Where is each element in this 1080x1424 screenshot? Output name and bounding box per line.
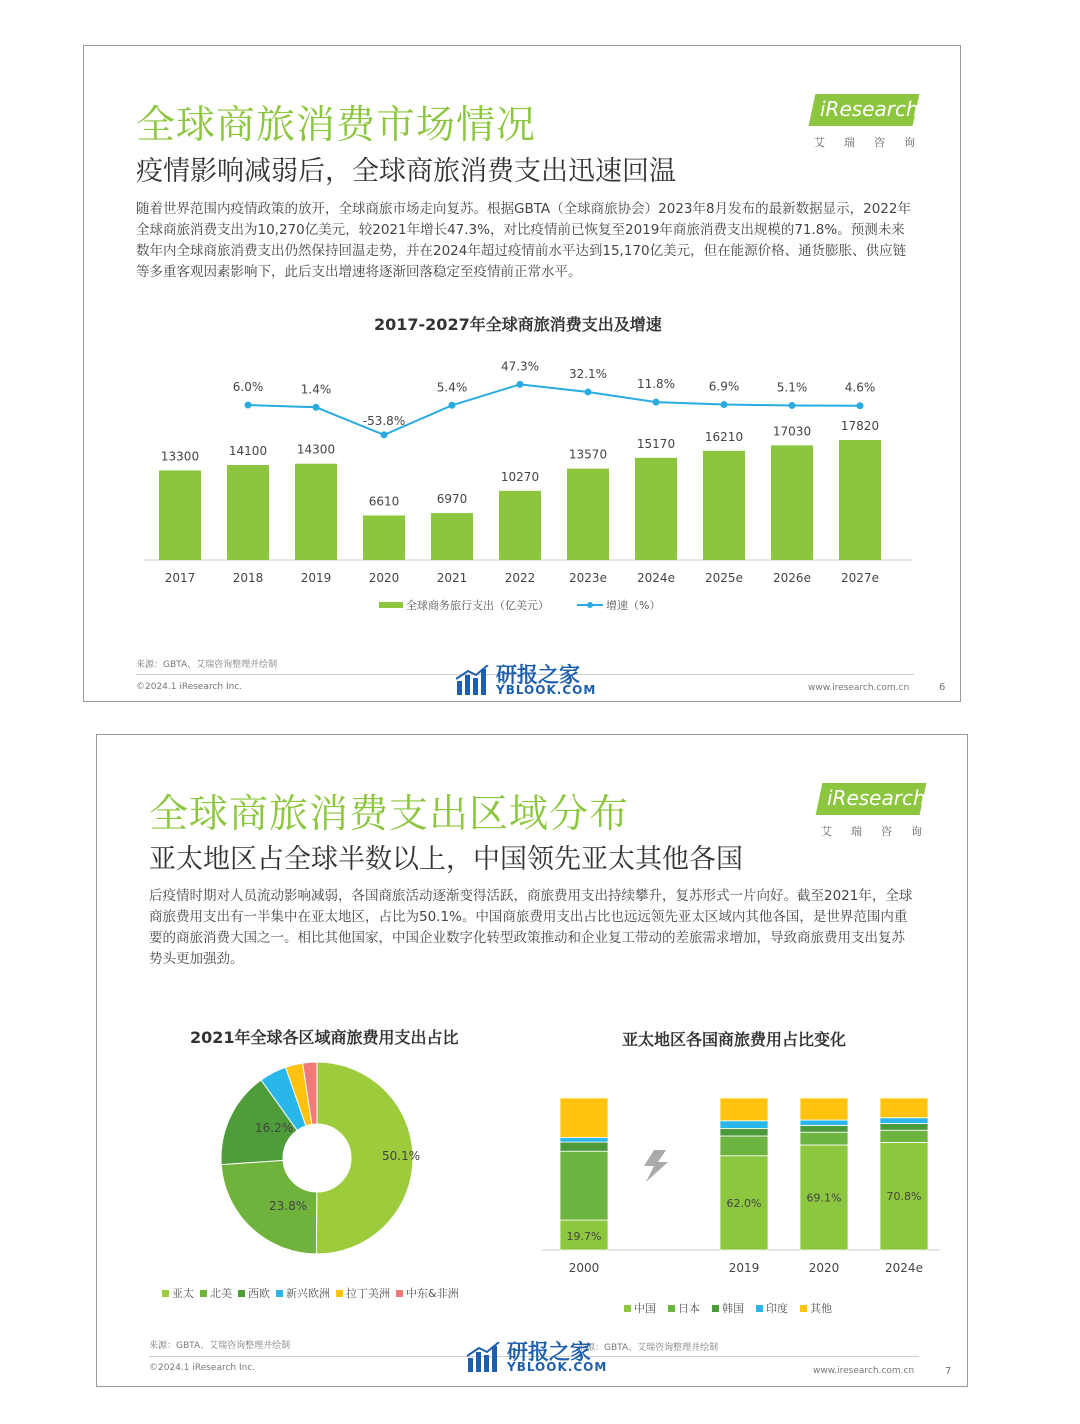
slide1-website[interactable]: www.iresearch.com.cn: [808, 683, 910, 693]
x-tick-label: 2021: [436, 571, 468, 585]
x-tick-label: 2019: [300, 571, 332, 585]
slide2-copyright: ©2024.1 iResearch Inc.: [149, 1363, 256, 1373]
growth-point: [857, 402, 864, 409]
legend-swatch-icon: [200, 1290, 207, 1297]
logo-cn: 艾瑞咨询: [814, 136, 934, 149]
bar-2025e: [703, 451, 745, 560]
slide1-page-number: 6: [939, 682, 946, 693]
segment-印度-2020: [800, 1120, 848, 1125]
legend-swatch-icon: [396, 1290, 403, 1297]
bar-2027e: [839, 440, 881, 560]
x-tick-label: 2019: [728, 1261, 760, 1275]
bar-label: 16210: [704, 429, 744, 444]
watermark-cn: 研报之家: [507, 1340, 591, 1364]
axis-break-icon: [644, 1150, 668, 1182]
legend-item: [800, 1300, 832, 1316]
growth-label: -53.8%: [362, 413, 406, 428]
growth-point: [381, 431, 388, 438]
watermark-bars-icon: [467, 1342, 501, 1372]
chart2-title: 2021年全球各区域商旅费用支出占比: [190, 1028, 459, 1047]
growth-label: 11.8%: [636, 377, 676, 392]
x-tick-label: 2023e: [569, 571, 607, 585]
legend-label: 西欧: [248, 1287, 270, 1300]
legend-label: 新兴欧洲: [286, 1287, 330, 1300]
chart1-title: 2017-2027年全球商旅消费支出及增速: [374, 315, 662, 334]
bar-2022: [499, 491, 541, 560]
segment-印度-2019: [720, 1121, 768, 1129]
segment-印度-2024e: [880, 1118, 928, 1124]
legend-item: [200, 1285, 232, 1301]
bar-label: 13300: [160, 449, 200, 464]
slide2-website[interactable]: www.iresearch.com.cn: [813, 1366, 915, 1376]
segment-韩国-2020: [800, 1125, 848, 1132]
watermark: [467, 1336, 617, 1380]
legend-label: 印度: [766, 1302, 788, 1315]
slide1-title: 全球商旅消费市场情况: [136, 103, 537, 148]
legend-item-bar: [379, 597, 549, 613]
region-donut-chart: [217, 1060, 457, 1260]
watermark-cn: 研报之家: [496, 663, 580, 687]
legend-label: 日本: [678, 1302, 700, 1315]
growth-point: [449, 402, 456, 409]
x-tick-label: 2027e: [841, 571, 879, 585]
legend-item: [336, 1285, 390, 1301]
legend-label: 其他: [810, 1302, 832, 1315]
segment-其他-2000: [560, 1098, 608, 1138]
slide2-source-left: 来源：GBTA、艾瑞咨询整理并绘制: [149, 1341, 291, 1351]
bar-label: 6970: [436, 492, 468, 507]
segment-日本-2024e: [880, 1130, 928, 1142]
legend-swatch-icon: [336, 1290, 343, 1297]
slide2-title: 全球商旅消费支出区域分布: [149, 792, 630, 837]
bar-label: 6610: [368, 494, 400, 509]
bar-2020: [363, 515, 405, 560]
slide2-subtitle: 亚太地区占全球半数以上，中国领先亚太其他各国: [149, 844, 743, 875]
segment-日本-2000: [560, 1151, 608, 1220]
legend-item: [712, 1300, 744, 1316]
legend-item: [668, 1300, 700, 1316]
segment-日本-2019: [720, 1136, 768, 1156]
x-tick-label: 2026e: [773, 571, 811, 585]
bar-label: 15170: [636, 436, 676, 451]
growth-label: 6.9%: [708, 379, 740, 394]
bar-label: 17820: [840, 419, 880, 433]
legend-item: [276, 1285, 330, 1301]
segment-label: 70.8%: [886, 1190, 922, 1204]
slide2-paragraph: 后疫情时期对人员流动影响减弱，各国商旅活动逐渐变得活跃，商旅费用支出持续攀升，复苏形式一片向好。截至2021年，全球商旅费用支出有一半集中在亚太地区，占比为50.1%。中国商旅费用支出占比也远远领先亚太区域内其他各国，是世界范围内重要的商旅消费大国之一。相比其他国家，中国企业数字化转型政策推动和企业复工带动的差旅需求增加，导致商旅费用支出复苏势头更加强劲。: [149, 888, 913, 967]
slice-label: 50.1%: [382, 1149, 421, 1163]
x-tick-label: 2020: [368, 571, 400, 585]
legend-label: 北美: [210, 1287, 232, 1300]
growth-label: 47.3%: [500, 359, 540, 374]
slide1-paragraph: 随着世界范围内疫情政策的放开，全球商旅市场走向复苏。根据GBTA（全球商旅协会）2023年8月发布的最新数据显示，2022年全球商旅消费支出为10,270亿美元，较2021年增长47.3%，对比疫情前已恢复至2019年商旅消费支出规模的71.8%。预测未来数年内全球商旅消费支出仍然保持回温走势，并在2024年超过疫情前水平达到15,170亿美元，但在能源价格、通货膨胀、供应链等多重客观因素影响下，此后支出增速将逐渐回落稳定至疫情前正常水平。: [136, 201, 911, 280]
segment-韩国-2000: [560, 1142, 608, 1151]
watermark-en: YBLOOK.COM: [507, 1360, 608, 1374]
slide1-subtitle: 疫情影响减弱后，全球商旅消费支出迅速回温: [136, 156, 676, 187]
legend-swatch-icon: [800, 1305, 807, 1312]
growth-label: 6.0%: [232, 380, 264, 394]
logo-name: iResearch: [827, 786, 926, 810]
legend-swatch-icon: [162, 1290, 169, 1297]
chart3-legend: [624, 1300, 832, 1316]
segment-其他-2020: [800, 1098, 848, 1120]
slide-1: [83, 45, 961, 702]
bar-2021: [431, 513, 473, 560]
legend-swatch-icon: [276, 1290, 283, 1297]
legend-item: [756, 1300, 788, 1316]
legend-item: [162, 1285, 194, 1301]
growth-point: [789, 402, 796, 409]
slice-label: 16.2%: [255, 1121, 294, 1135]
legend-label-line: 增速（%）: [606, 599, 661, 612]
chart3-title: 亚太地区各国商旅费用占比变化: [622, 1030, 847, 1049]
logo-cn: 艾瑞咨询: [821, 825, 941, 838]
x-tick-label: 2022: [504, 571, 536, 585]
chart2-legend: [162, 1285, 459, 1301]
line-swatch-icon: [577, 601, 603, 609]
slide1-source: 来源：GBTA、艾瑞咨询整理并绘制: [136, 660, 278, 670]
segment-日本-2020: [800, 1132, 848, 1145]
bar-2026e: [771, 445, 813, 560]
slice-label: 23.8%: [269, 1199, 308, 1213]
bar-label: 13570: [568, 447, 608, 462]
bar-swatch-icon: [379, 602, 403, 608]
legend-item: [238, 1285, 270, 1301]
segment-韩国-2024e: [880, 1124, 928, 1131]
bar-2019: [295, 464, 337, 560]
growth-point: [653, 399, 660, 406]
slide2-page-number: 7: [945, 1366, 952, 1377]
growth-point: [245, 402, 252, 409]
bar-label: 10270: [500, 469, 540, 484]
x-tick-label: 2024e: [885, 1261, 923, 1275]
legend-label: 拉丁美洲: [346, 1287, 390, 1300]
bar-label: 14100: [228, 444, 268, 459]
legend-swatch-icon: [668, 1305, 675, 1312]
legend-label: 中东&非洲: [406, 1287, 459, 1300]
growth-bar-line-chart: [144, 346, 904, 626]
legend-item-line: [577, 597, 660, 613]
bar-2024e: [635, 458, 677, 560]
bar-2023e: [567, 469, 609, 560]
slide1-copyright: ©2024.1 iResearch Inc.: [136, 682, 243, 692]
growth-point: [313, 404, 320, 411]
bar-2018: [227, 465, 269, 560]
growth-point: [585, 388, 592, 395]
iresearch-logo: [812, 94, 934, 154]
legend-label: 中国: [634, 1302, 656, 1315]
x-tick-label: 2020: [808, 1261, 840, 1275]
legend-swatch-icon: [624, 1305, 631, 1312]
segment-label: 69.1%: [806, 1191, 842, 1205]
x-tick-label: 2024e: [637, 571, 675, 585]
segment-其他-2024e: [880, 1098, 928, 1118]
legend-label-bar: 全球商务旅行支出（亿美元）: [406, 599, 549, 612]
bar-label: 17030: [772, 424, 812, 439]
legend-item: [396, 1285, 459, 1301]
segment-印度-2000: [560, 1138, 608, 1143]
growth-label: 5.1%: [776, 380, 808, 395]
segment-label: 62.0%: [726, 1196, 762, 1210]
legend-label: 亚太: [172, 1287, 194, 1300]
growth-label: 32.1%: [568, 366, 608, 381]
bar-2017: [159, 470, 201, 560]
x-tick-label: 2017: [164, 571, 196, 585]
bar-label: 14300: [296, 442, 336, 457]
legend-label: 韩国: [722, 1302, 744, 1315]
slide-2: [96, 734, 968, 1387]
growth-point: [517, 381, 524, 388]
legend-swatch-icon: [238, 1290, 245, 1297]
x-tick-label: 2000: [568, 1261, 600, 1275]
watermark-bars-icon: [456, 665, 490, 695]
segment-label: 19.7%: [566, 1230, 602, 1243]
segment-其他-2019: [720, 1098, 768, 1121]
logo-name: iResearch: [820, 97, 919, 121]
watermark-en: YBLOOK.COM: [496, 683, 597, 697]
iresearch-logo: [819, 783, 941, 843]
asia-pacific-stacked-chart: [542, 1090, 942, 1290]
slide2-source-right: 来源：GBTA、艾瑞咨询整理并绘制: [577, 1343, 719, 1353]
growth-label: 5.4%: [436, 380, 468, 395]
segment-韩国-2019: [720, 1128, 768, 1136]
legend-swatch-icon: [712, 1305, 719, 1312]
growth-line: [248, 384, 860, 435]
x-tick-label: 2025e: [705, 571, 743, 585]
legend-item: [624, 1300, 656, 1316]
growth-label: 1.4%: [300, 382, 332, 397]
x-tick-label: 2018: [232, 571, 264, 585]
watermark: [456, 659, 606, 703]
growth-label: 4.6%: [844, 380, 876, 395]
legend-swatch-icon: [756, 1305, 763, 1312]
chart1-legend: [379, 597, 660, 613]
growth-point: [721, 401, 728, 408]
